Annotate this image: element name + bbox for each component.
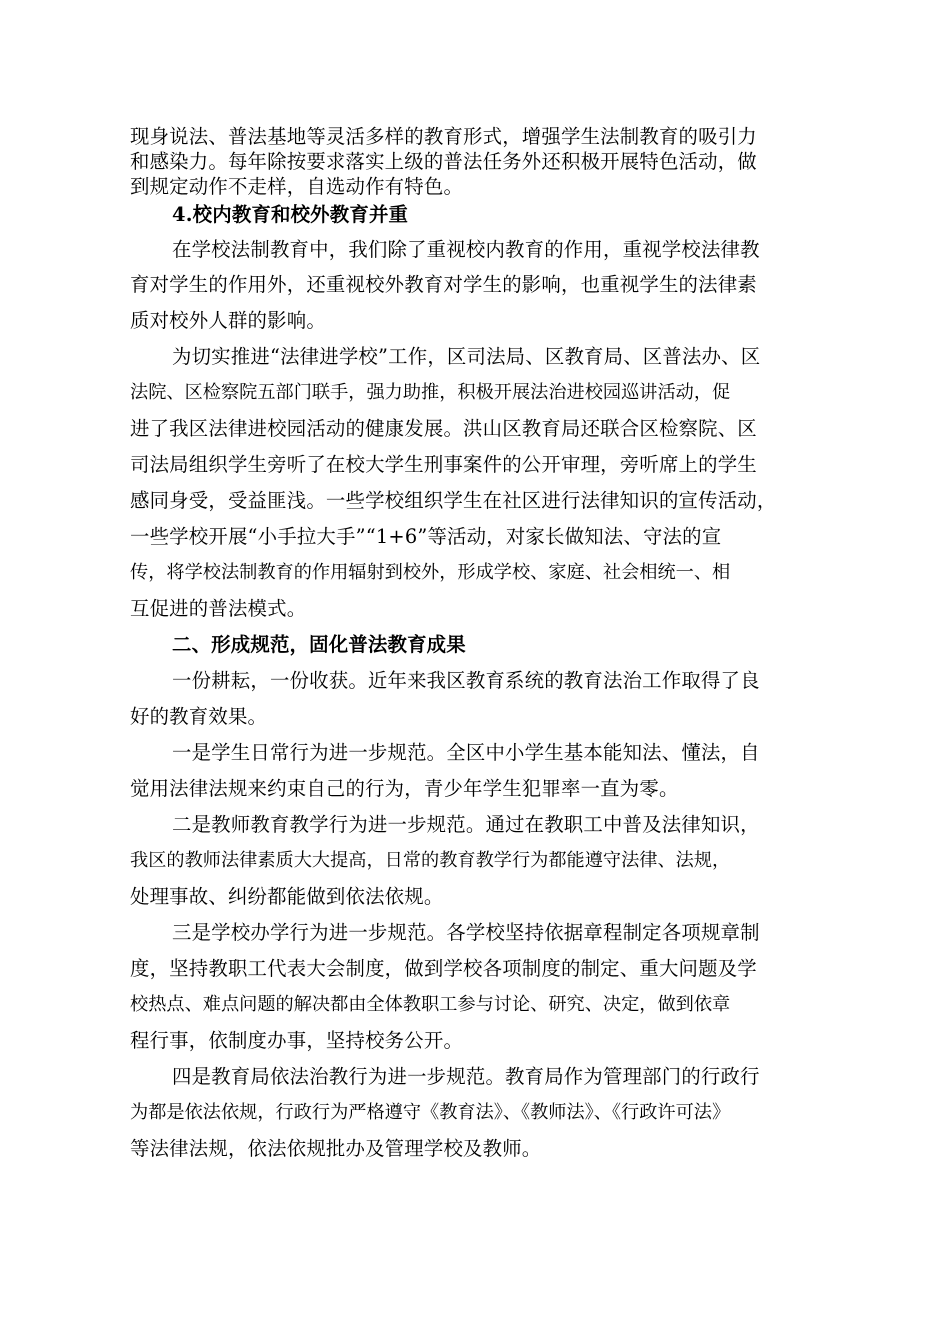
text-line: 好的教育效果。 [130,705,268,728]
text-line: 三是学校办学行为进一步规范。各学校坚持依据章程制定各项规章制 [172,921,760,944]
text-line: 司法局组织学生旁听了在校大学生刑事案件的公开审理，旁听席上的学生 [130,453,757,476]
text-line: 感同身受，受益匪浅。一些学校组织学生在社区进行法律知识的宣传活动， [130,489,777,512]
text-line: 程行事，依制度办事，坚持校务公开。 [130,1029,464,1052]
text-line: 一些学校开展“小手拉大手”“1+6”等活动，对家长做知法、守法的宣 [130,525,722,548]
text-line: 处理事故、纠纷都能做到依法依规。 [130,885,444,908]
text-line: 为切实推进“法律进学校”工作，区司法局、区教育局、区普法办、区 [172,345,761,368]
text-line: 现身说法、普法基地等灵活多样的教育形式，增强学生法制教育的吸引力 [130,125,757,148]
text-line: 育对学生的作用外，还重视校外教育对学生的影响，也重视学生的法律素 [130,273,757,296]
text-line: 二是教师教育教学行为进一步规范。通过在教职工中普及法律知识， [172,813,760,836]
text-line: 我区的教师法律素质大大提高，日常的教育教学行为都能遵守法律、法规， [130,850,731,871]
text-line: 传，将学校法制教育的作用辐射到校外，形成学校、家庭、社会相统一、相 [130,562,731,583]
text-line: 四是教育局依法治教行为进一步规范。教育局作为管理部门的行政行 [172,1065,760,1088]
text-line: 和感染力。每年除按要求落实上级的普法任务外还积极开展特色活动，做 [130,150,757,173]
text-line: 为都是依法依规，行政行为严格遵守《教育法》、《教师法》、《行政许可法》 [130,1102,731,1123]
text-line: 觉用法律法规来约束自己的行为，青少年学生犯罪率一直为零。 [130,777,679,800]
text-line: 进了我区法律进校园活动的健康发展。洪山区教育局还联合区检察院、区 [130,417,757,440]
text-line: 校热点、难点问题的解决都由全体教职工参与讨论、研究、决定，做到依章 [130,994,731,1015]
text-line: 在学校法制教育中，我们除了重视校内教育的作用，重视学校法律教 [172,238,760,261]
text-line: 到规定动作不走样，自选动作有特色。 [130,175,464,198]
text-line: 互促进的普法模式。 [130,597,307,620]
section-heading: 二、形成规范，固化普法教育成果 [172,633,466,656]
text-line: 等法律法规，依法依规批办及管理学校及教师。 [130,1137,542,1160]
text-line: 一是学生日常行为进一步规范。全区中小学生基本能知法、懂法，自 [172,741,760,764]
text-line: 法院、区检察院五部门联手，强力助推，积极开展法治进校园巡讲活动，促 [130,382,731,403]
text-line: 一份耕耘，一份收获。近年来我区教育系统的教育法治工作取得了良 [172,669,760,692]
text-line: 度，坚持教职工代表大会制度，做到学校各项制度的制定、重大问题及学 [130,957,757,980]
text-line: 质对校外人群的影响。 [130,309,326,332]
subheading: 4.校内教育和校外教育并重 [172,203,409,226]
